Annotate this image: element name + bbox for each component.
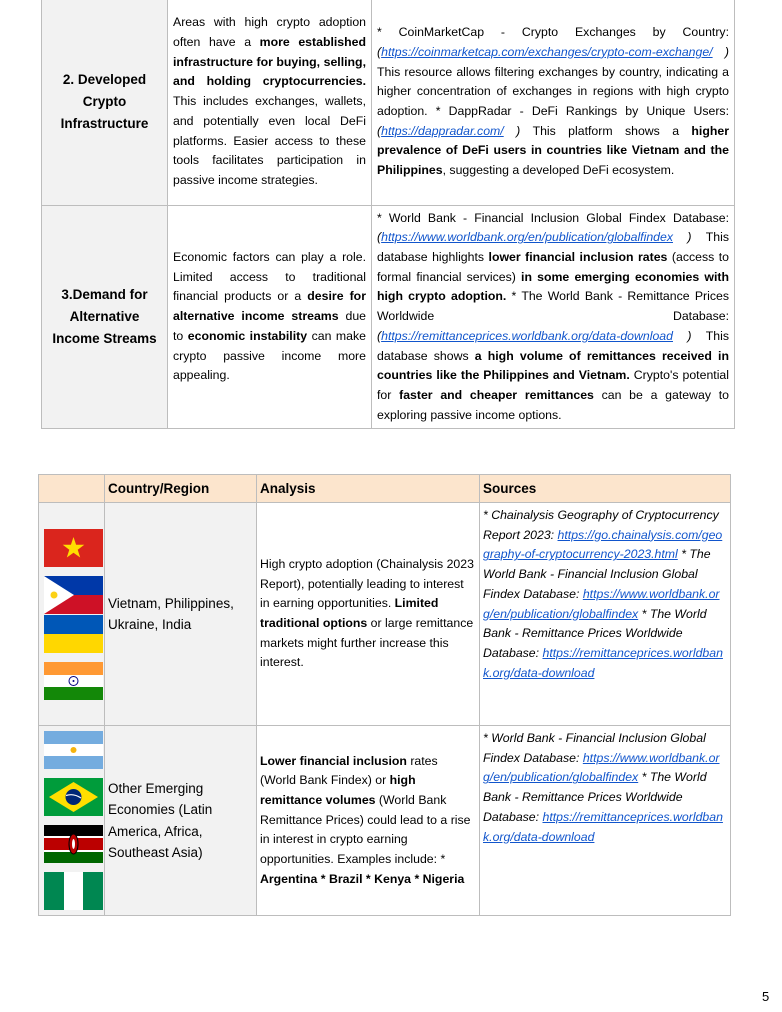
- text-span: (access to formal financial services): [377, 250, 729, 284]
- flag-brazil-icon: [44, 778, 103, 816]
- text-span: This includes exchanges, wallets, and potentially even local DeFi platforms. Easier access to these tools facilitates participation in passive income strategies.: [173, 94, 366, 187]
- criteria-table: [41, 0, 735, 429]
- text-span: Areas with high crypto adoption often have a: [173, 15, 366, 50]
- source-link[interactable]: https://remittanceprices.worldbank.org/data-download: [483, 645, 723, 680]
- criterion-analysis: [168, 206, 372, 429]
- text-span: * The World Bank - Remittance Prices Worldwide Database:: [483, 606, 707, 660]
- source-link[interactable]: https://go.chainalysis.com/geography-of-cryptocurrency-2023.html: [483, 527, 723, 562]
- italic-text: (: [377, 230, 382, 245]
- text-span: * The World Bank - Remittance Prices Worldwide Database:: [483, 770, 707, 824]
- source-link[interactable]: https://www.worldbank.org/en/publication/globalfindex: [483, 586, 720, 621]
- flag-philippines-icon: [44, 576, 103, 614]
- italic-text: ): [673, 230, 706, 245]
- text-span: * Chainalysis Geography of Cryptocurrency Report 2023:: [483, 508, 719, 542]
- table-row: [39, 503, 731, 726]
- header-analysis: Analysis: [257, 475, 480, 503]
- text-span: (World Bank Remittance Prices) could lead to a rise in interest in crypto earning opportunities. Examples include: *: [260, 792, 471, 867]
- source-link[interactable]: https://remittanceprices.worldbank.org/data-download: [381, 328, 673, 343]
- page-number: 5: [762, 989, 770, 1004]
- text-span: This resource allows filtering exchanges by country, indicating a higher concentration of exchanges in regions with high crypto adoption. * DappRadar - DeFi Rankings by Unique Users:: [377, 64, 729, 118]
- italic-text: (: [377, 123, 382, 138]
- bold-text: Argentina * Brazil * Kenya * Nigeria: [260, 871, 465, 886]
- criterion-label: 2. Developed Crypto Infrastructure: [42, 0, 168, 206]
- table-row: [39, 726, 731, 916]
- italic-text: ): [503, 123, 533, 138]
- text-span: Crypto's potential for: [377, 368, 730, 402]
- text-span: This platform shows a: [532, 123, 692, 138]
- text-span: , suggesting a developed DeFi ecosystem.: [442, 163, 675, 178]
- bold-text: a high volume of remittances received in countries like the Philippines and Vietnam.: [377, 348, 729, 383]
- text-span: * CoinMarketCap - Crypto Exchanges by Country:: [377, 25, 729, 40]
- bold-text: higher prevalence of DeFi users in countries like Vietnam and the Philippines: [377, 123, 729, 178]
- source-link[interactable]: https://remittanceprices.worldbank.org/data-download: [483, 809, 723, 844]
- table-row: [42, 0, 735, 206]
- flag-cell: [39, 503, 105, 726]
- text-span: rates (World Bank Findex) or: [260, 753, 438, 788]
- text-span: or large remittance markets might further increase this interest.: [260, 616, 474, 670]
- country-sources: [480, 503, 731, 726]
- bold-text: economic instability: [187, 328, 308, 343]
- bold-text: Limited traditional options: [260, 596, 439, 630]
- flag-cell: [39, 726, 105, 916]
- country-sources: [480, 726, 731, 916]
- bold-text: in some emerging economies with high crypto adoption.: [377, 269, 729, 304]
- text-span: due to: [173, 309, 366, 343]
- flag-vietnam-icon: [44, 529, 103, 567]
- flag-argentina-icon: [44, 731, 103, 769]
- country-analysis: [257, 503, 480, 726]
- header-sources: Sources: [480, 475, 731, 503]
- text-span: Economic factors can play a role. Limited access to traditional financial products or a: [173, 250, 366, 304]
- header-country: Country/Region: [105, 475, 257, 503]
- bold-text: lower financial inclusion rates: [488, 250, 668, 265]
- text-span: This database highlights: [377, 230, 729, 265]
- source-link[interactable]: https://www.worldbank.org/en/publication/globalfindex: [381, 230, 673, 245]
- text-span: * The World Bank - Financial Inclusion Global Findex Database:: [483, 547, 711, 601]
- table-row: [42, 206, 735, 429]
- country-name: Vietnam, Philippines, Ukraine, India: [105, 503, 257, 726]
- criterion-sources: [372, 206, 735, 429]
- header-flag: [39, 475, 105, 503]
- text-span: * World Bank - Financial Inclusion Global Findex Database:: [377, 210, 729, 225]
- bold-text: desire for alternative income streams: [173, 289, 366, 324]
- country-table: [38, 474, 731, 916]
- text-span: * World Bank - Financial Inclusion Global Findex Database:: [483, 731, 706, 765]
- country-analysis: [257, 726, 480, 916]
- bold-text: high remittance volumes: [260, 773, 416, 807]
- italic-text: (: [377, 328, 382, 343]
- flag-kenya-icon: [44, 825, 103, 863]
- bold-text: Lower financial inclusion: [260, 753, 407, 768]
- text-span: can make crypto passive income more appealing.: [173, 328, 366, 383]
- italic-text: (: [377, 44, 382, 59]
- bold-text: faster and cheaper remittances: [399, 387, 594, 402]
- text-span: * The World Bank - Remittance Prices Worldwide Database:: [377, 289, 729, 324]
- italic-text: ): [672, 328, 706, 343]
- bold-text: more established infrastructure for buying, selling, and holding cryptocurrencies.: [173, 35, 366, 89]
- criterion-label: 3.Demand for Alternative Income Streams: [42, 206, 168, 429]
- source-link[interactable]: https://www.worldbank.org/en/publication/globalfindex: [483, 750, 720, 785]
- italic-text: ): [712, 44, 729, 59]
- text-span: can be a gateway to exploring passive income options.: [377, 387, 729, 422]
- flag-ukraine-icon: [44, 615, 103, 653]
- criterion-sources: [372, 0, 735, 206]
- source-link[interactable]: https://coinmarketcap.com/exchanges/crypto-com-exchange/: [381, 44, 713, 59]
- flag-india-icon: [44, 662, 103, 700]
- country-name: Other Emerging Economies (Latin America, Africa, Southeast Asia): [105, 726, 257, 916]
- criterion-analysis: [168, 0, 372, 206]
- text-span: High crypto adoption (Chainalysis 2023 Report), potentially leading to interest in earning opportunities.: [260, 556, 474, 611]
- flag-nigeria-icon: [44, 872, 103, 910]
- source-link[interactable]: https://dappradar.com/: [381, 123, 504, 138]
- text-span: This database shows: [377, 328, 729, 363]
- table-header-row: [39, 475, 731, 503]
